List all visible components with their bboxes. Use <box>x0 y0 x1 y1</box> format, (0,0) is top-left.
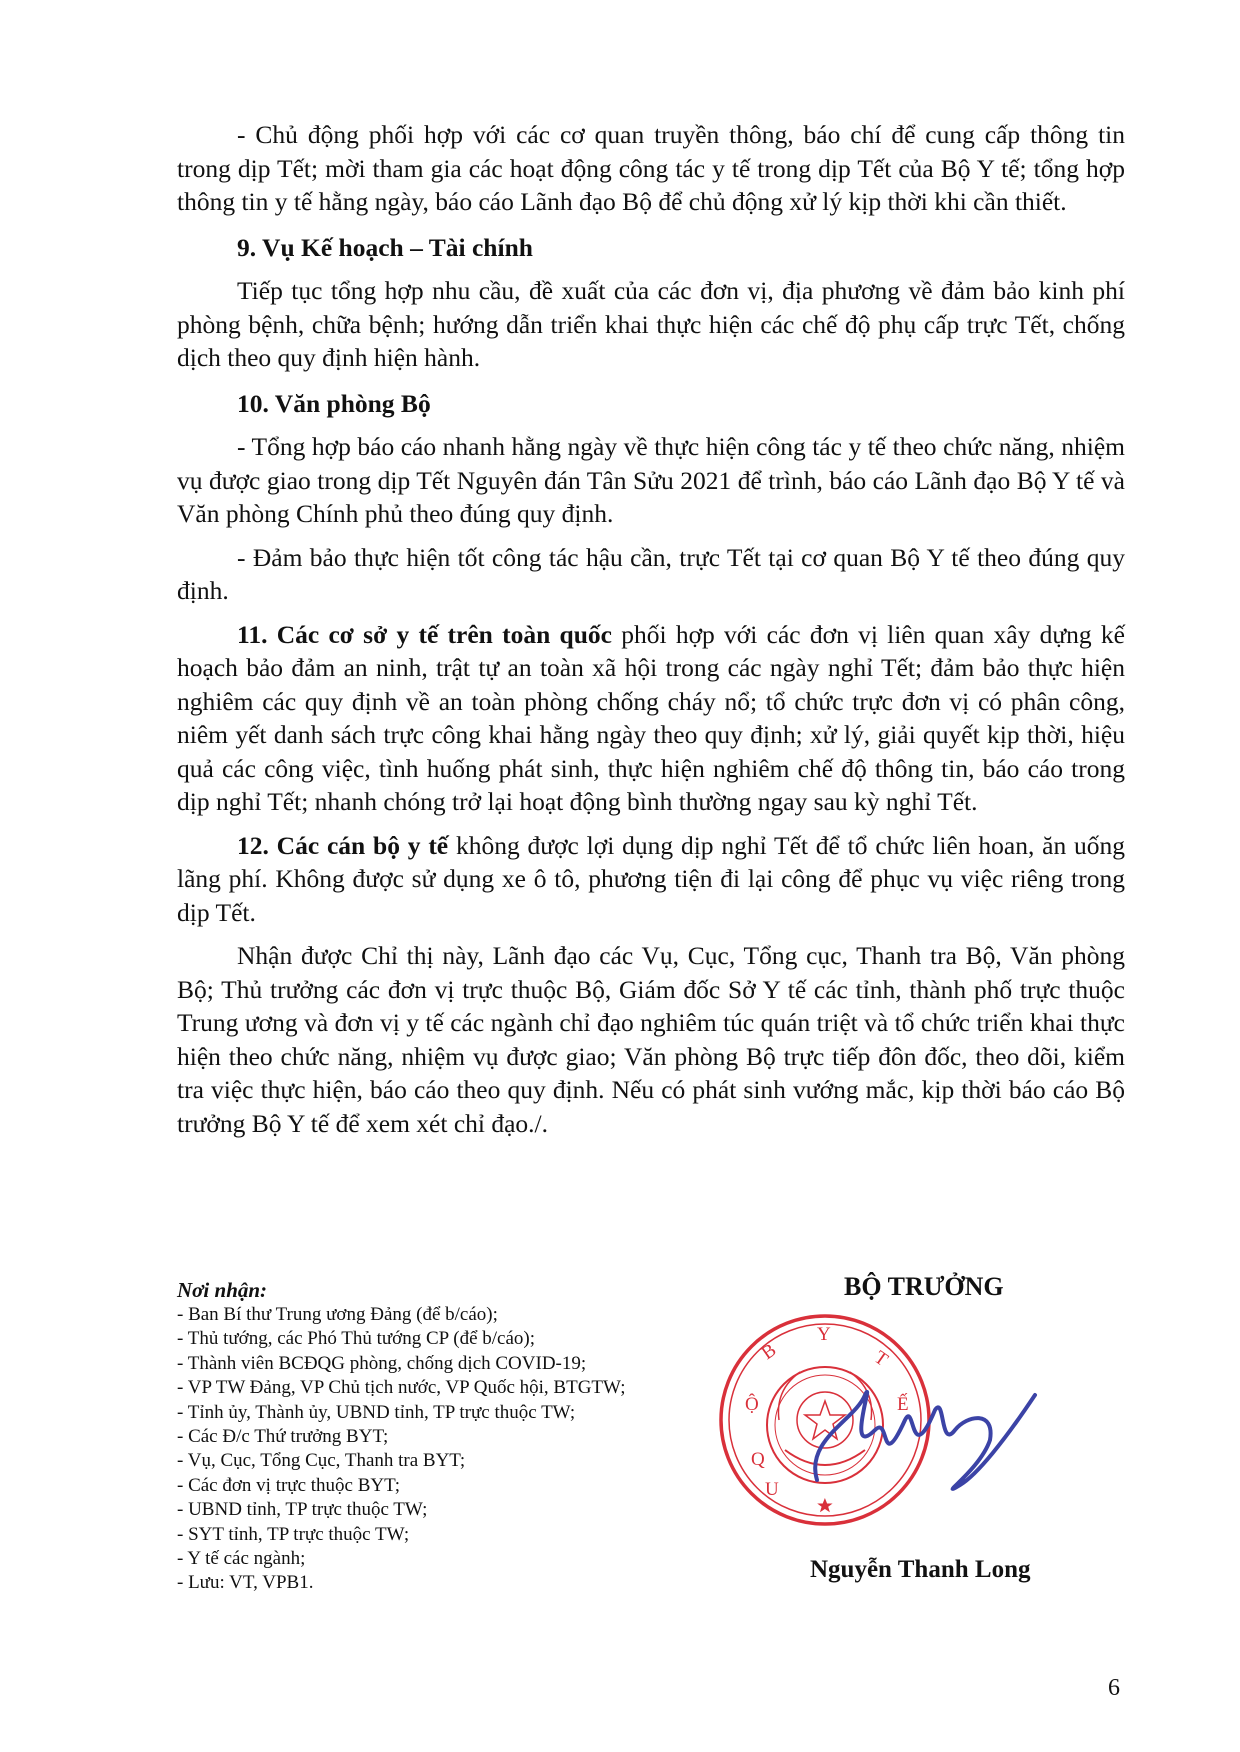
recipient-item: - Lưu: VT, VPB1. <box>177 1572 314 1594</box>
svg-text:Ộ: Ộ <box>745 1394 759 1415</box>
section-heading-health-staff: 12. Các cán bộ y tế <box>237 830 449 860</box>
recipient-item: - Tỉnh ủy, Thành ủy, UBND tỉnh, TP trực thuộc TW; <box>177 1401 576 1423</box>
recipient-item: - UBND tỉnh, TP trực thuộc TW; <box>177 1499 428 1521</box>
svg-text:U: U <box>765 1479 779 1500</box>
seal-lettering <box>745 1324 909 1500</box>
paragraph-health-facilities <box>177 618 1125 819</box>
recipient-item: - SYT tỉnh, TP trực thuộc TW; <box>177 1523 410 1545</box>
paragraph-health-staff-text: không được lợi dụng dịp nghỉ Tết để tổ chức liên hoan, ăn uống lãng phí. Không được sử dụng xe ô tô, phương tiện đi lại công để phục vụ việc riêng trong dịp Tết. <box>177 830 1125 927</box>
paragraph-planning-finance: Tiếp tục tổng hợp nhu cầu, đề xuất của các đơn vị, địa phương về đảm bảo kinh phí phòng bệnh, chữa bệnh; hướng dẫn triển khai thực hiện các chế độ phụ cấp trực Tết, chống dịch theo quy định hiện hành. <box>177 276 1125 372</box>
recipient-item: - Các Đ/c Thứ trưởng BYT; <box>177 1426 389 1448</box>
paragraph-press-coordination: - Chủ động phối hợp với các cơ quan truyền thông, báo chí để cung cấp thông tin trong dịp Tết; mời tham gia các hoạt động công tác y tế trong dịp Tết của Bộ Y tế; tổng hợp thông tin y tế hằng ngày, báo cáo Lãnh đạo Bộ để chủ động xử lý kịp thời khi cần thiết. <box>177 120 1125 216</box>
document-body <box>177 118 1125 1140</box>
section-heading-ministry-office: 10. Văn phòng Bộ <box>237 388 431 418</box>
page-number: 6 <box>1108 1675 1120 1701</box>
recipient-item: - Các đơn vị trực thuộc BYT; <box>177 1474 400 1496</box>
recipients-block <box>177 1277 717 1596</box>
paragraph-health-facilities-text: phối hợp với các đơn vị liên quan xây dựng kế hoạch bảo đảm an ninh, trật tự an toàn xã hội trong các ngày nghỉ Tết; đảm bảo thực hiện nghiêm các quy định về an toàn phòng chống cháy nổ; tổ chức trực đơn vị có phân công, niêm yết danh sách trực công khai hằng ngày theo quy định; xử lý, giải quyết kịp thời, hiệu quả các công việc, tình huống phát sinh, thực hiện nghiêm chế độ thông tin, báo cáo trong dịp nghỉ Tết; nhanh chóng trở lại hoạt động bình thường ngay sau kỳ nghỉ Tết. <box>177 619 1125 816</box>
recipients-title: Nơi nhận: <box>177 1278 268 1302</box>
paragraph-ministry-office-logistics: - Đảm bảo thực hiện tốt công tác hậu cần, trực Tết tại cơ quan Bộ Y tế theo đúng quy định. <box>177 542 1125 605</box>
recipient-item: - Thành viên BCĐQG phòng, chống dịch COVID-19; <box>177 1352 587 1374</box>
paragraph-health-staff <box>177 829 1125 930</box>
svg-text:Y: Y <box>817 1324 831 1345</box>
svg-text:B: B <box>757 1339 781 1365</box>
section-heading-planning-finance: 9. Vụ Kế hoạch – Tài chính <box>237 232 533 262</box>
recipient-item: - Y tế các ngành; <box>177 1548 306 1570</box>
signer-name: Nguyễn Thanh Long <box>810 1556 1031 1583</box>
official-seal-and-signature <box>705 1300 1045 1540</box>
signer-title: BỘ TRƯỞNG <box>844 1272 1004 1301</box>
signature-icon <box>815 1392 1035 1489</box>
paragraph-ministry-office-reports: - Tổng hợp báo cáo nhanh hằng ngày về thực hiện công tác y tế theo chức năng, nhiệm vụ được giao trong dịp Tết Nguyên đán Tân Sửu 2021 để trình, báo cáo Lãnh đạo Bộ Y tế và Văn phòng Chính phủ theo đúng quy định. <box>177 432 1125 528</box>
recipient-item: - Ban Bí thư Trung ương Đảng (để b/cáo); <box>177 1304 498 1325</box>
recipient-item: - Vụ, Cục, Tổng Cục, Thanh tra BYT; <box>177 1450 466 1472</box>
recipient-item: - Thủ tướng, các Phó Thủ tướng CP (để b/cáo); <box>177 1328 536 1350</box>
recipient-item: - VP TW Đảng, VP Chủ tịch nước, VP Quốc hội, BTGTW; <box>177 1377 626 1399</box>
seal-icon <box>721 1316 929 1524</box>
svg-text:T: T <box>870 1346 892 1371</box>
paragraph-closing-directive: Nhận được Chỉ thị này, Lãnh đạo các Vụ, Cục, Tổng cục, Thanh tra Bộ, Văn phòng Bộ; Thủ trưởng các đơn vị trực thuộc Bộ, Giám đốc Sở Y tế các tỉnh, thành phố trực thuộc Trung ương và đơn vị y tế các ngành chỉ đạo nghiêm túc quán triệt và tổ chức triển khai thực hiện theo chức năng, nhiệm vụ được giao; Văn phòng Bộ trực tiếp đôn đốc, theo dõi, kiểm tra việc thực hiện, báo cáo theo quy định. Nếu có phát sinh vướng mắc, kịp thời báo cáo Bộ trưởng Bộ Y tế để xem xét chỉ đạo./. <box>177 941 1125 1138</box>
svg-text:Ế: Ế <box>897 1394 909 1415</box>
svg-text:Q: Q <box>751 1449 765 1470</box>
section-heading-health-facilities: 11. Các cơ sở y tế trên toàn quốc <box>237 619 612 649</box>
